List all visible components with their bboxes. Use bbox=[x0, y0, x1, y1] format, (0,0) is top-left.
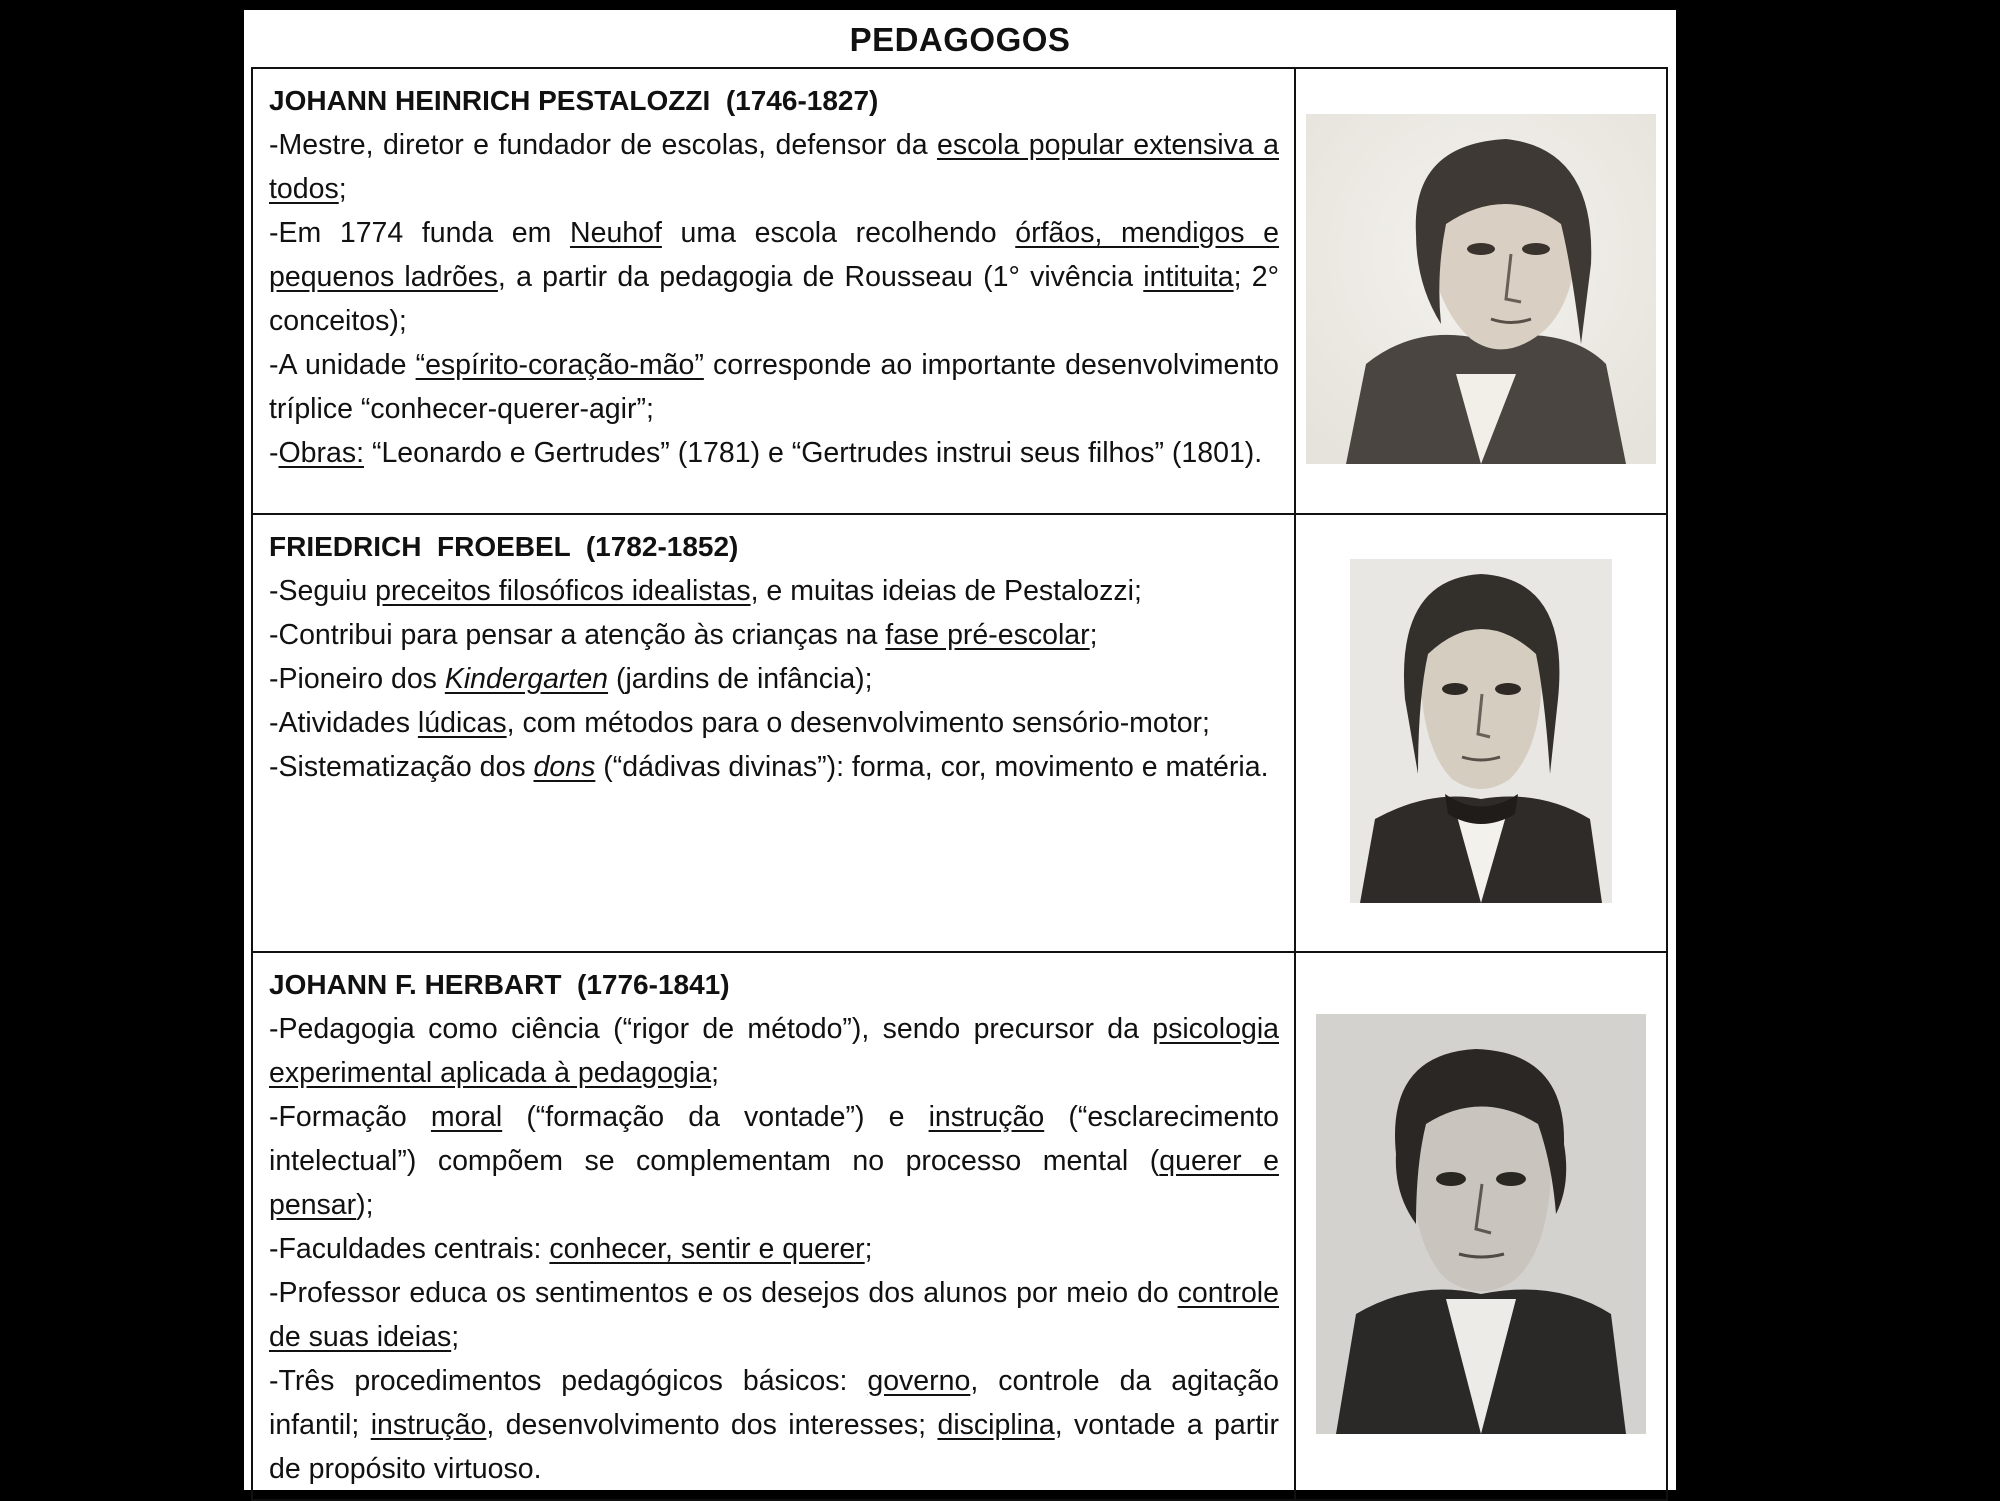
underlined-text: governo bbox=[867, 1365, 971, 1397]
text-run: “Leonardo e Gertrudes” (1781) e “Gertrudes instrui seus filhos” (1801). bbox=[364, 437, 1263, 469]
bullet-point bbox=[269, 1007, 1279, 1095]
person-heading: JOHANN F. HERBART (1776-1841) bbox=[269, 969, 730, 1000]
text-run: (“formação da vontade”) e bbox=[502, 1101, 929, 1133]
text-run: , a partir da pedagogia de Rousseau (1° vivência bbox=[497, 261, 1144, 293]
text-run: , e muitas ideias de Pestalozzi; bbox=[750, 575, 1142, 607]
underlined-text: Neuhof bbox=[570, 217, 662, 249]
portrait-cell bbox=[1295, 68, 1667, 514]
underlined-text: conhecer, sentir e querer bbox=[549, 1233, 865, 1265]
underlined-text: instrução bbox=[370, 1409, 487, 1441]
bullet-point bbox=[269, 211, 1279, 343]
underlined-text: querer e pensar bbox=[269, 1145, 1279, 1221]
text-run: -Professor educa os sentimentos e os desejos dos alunos por meio do bbox=[269, 1277, 1178, 1309]
text-run: ; bbox=[451, 1321, 460, 1353]
table-row bbox=[252, 952, 1667, 1500]
froebel-portrait-icon bbox=[1350, 559, 1612, 903]
text-cell bbox=[252, 68, 1295, 514]
text-run: (jardins de infância); bbox=[608, 663, 873, 695]
text-run: -A unidade bbox=[269, 349, 416, 381]
bullet-point bbox=[269, 701, 1279, 745]
underlined-text: psicologia experimental aplicada à pedagogia bbox=[269, 1013, 1279, 1089]
text-run: ; 2° conceitos); bbox=[269, 261, 1279, 337]
text-run: ; bbox=[864, 1233, 873, 1265]
underlined-text: fase pré-escolar bbox=[885, 619, 1090, 651]
bullet-point bbox=[269, 123, 1279, 211]
bullet-point bbox=[269, 569, 1279, 613]
text-run: -Pedagogia como ciência (“rigor de método”), sendo precursor da bbox=[269, 1013, 1153, 1045]
text-cell bbox=[252, 952, 1295, 1500]
text-run: -Mestre, diretor e fundador de escolas, defensor da bbox=[269, 129, 937, 161]
person-heading: FRIEDRICH FROEBEL (1782-1852) bbox=[269, 531, 739, 562]
underlined-text: preceitos filosóficos idealistas bbox=[375, 575, 751, 607]
text-run: (“dádivas divinas”): forma, cor, movimento e matéria. bbox=[595, 751, 1269, 783]
bullet-point bbox=[269, 431, 1279, 475]
bullet-list bbox=[269, 1007, 1279, 1491]
bullet-point bbox=[269, 1359, 1279, 1491]
text-run: -Sistematização dos bbox=[269, 751, 534, 783]
text-run: -Três procedimentos pedagógicos básicos: bbox=[269, 1365, 868, 1397]
underlined-text: disciplina bbox=[937, 1409, 1055, 1441]
text-run: ; bbox=[711, 1057, 719, 1089]
underlined-text: intituita bbox=[1143, 261, 1234, 293]
text-cell bbox=[252, 514, 1295, 952]
bullet-point bbox=[269, 343, 1279, 431]
bullet-point bbox=[269, 657, 1279, 701]
bullet-point bbox=[269, 1095, 1279, 1227]
portrait-cell bbox=[1295, 514, 1667, 952]
underlined-text: controle de suas ideias bbox=[269, 1277, 1279, 1353]
portrait-cell bbox=[1295, 952, 1667, 1500]
text-run: -Pioneiro dos bbox=[269, 663, 445, 695]
text-run: -Formação bbox=[269, 1101, 431, 1133]
text-run: (“esclarecimento intelectual”) compõem se complementam no processo mental ( bbox=[269, 1101, 1279, 1177]
text-run: ; bbox=[338, 173, 347, 205]
table-row bbox=[252, 514, 1667, 952]
person-heading: JOHANN HEINRICH PESTALOZZI (1746-1827) bbox=[269, 85, 879, 116]
bullet-point bbox=[269, 1227, 1279, 1271]
herbart-portrait-icon bbox=[1316, 1014, 1646, 1434]
bullet-list bbox=[269, 123, 1279, 475]
text-run: -Em 1774 funda em bbox=[269, 217, 571, 249]
text-run: , controle da agitação infantil; bbox=[269, 1365, 1279, 1441]
bullet-list bbox=[269, 569, 1279, 789]
underlined-text: órfãos, mendigos e pequenos ladrões bbox=[269, 217, 1280, 293]
text-run: -Atividades bbox=[269, 707, 418, 739]
text-run: , desenvolvimento dos interesses; bbox=[486, 1409, 938, 1441]
text-run: -Seguiu bbox=[269, 575, 376, 607]
document-sheet bbox=[244, 10, 1676, 1490]
bullet-point bbox=[269, 613, 1279, 657]
text-run: , com métodos para o desenvolvimento sensório-motor; bbox=[506, 707, 1210, 739]
underlined-text: Obras: bbox=[278, 437, 365, 469]
underlined-text: moral bbox=[430, 1101, 503, 1133]
text-run: ); bbox=[356, 1189, 374, 1221]
underlined-text: instrução bbox=[928, 1101, 1045, 1133]
text-run: uma escola recolhendo bbox=[661, 217, 1016, 249]
text-run: -Faculdades centrais: bbox=[269, 1233, 550, 1265]
text-run: - bbox=[269, 437, 279, 469]
underlined-text: “espírito-coração-mão” bbox=[415, 349, 704, 381]
underlined-text: Kindergarten bbox=[444, 663, 609, 695]
pestalozzi-portrait-icon bbox=[1306, 114, 1656, 464]
text-run: , vontade a partir de propósito virtuoso. bbox=[269, 1409, 1279, 1485]
underlined-text: dons bbox=[533, 751, 596, 783]
bullet-point bbox=[269, 745, 1279, 789]
text-run: ; bbox=[1089, 619, 1098, 651]
underlined-text: escola popular extensiva a todos bbox=[269, 129, 1279, 205]
bullet-point bbox=[269, 1271, 1279, 1359]
table-row bbox=[252, 68, 1667, 514]
text-run: corresponde ao importante desenvolvimento tríplice “conhecer-querer-agir”; bbox=[269, 349, 1279, 425]
page-title: PEDAGOGOS bbox=[849, 21, 1071, 58]
text-run: -Contribui para pensar a atenção às crianças na bbox=[269, 619, 886, 651]
pedagogues-table bbox=[251, 67, 1668, 1501]
underlined-text: lúdicas bbox=[417, 707, 507, 739]
